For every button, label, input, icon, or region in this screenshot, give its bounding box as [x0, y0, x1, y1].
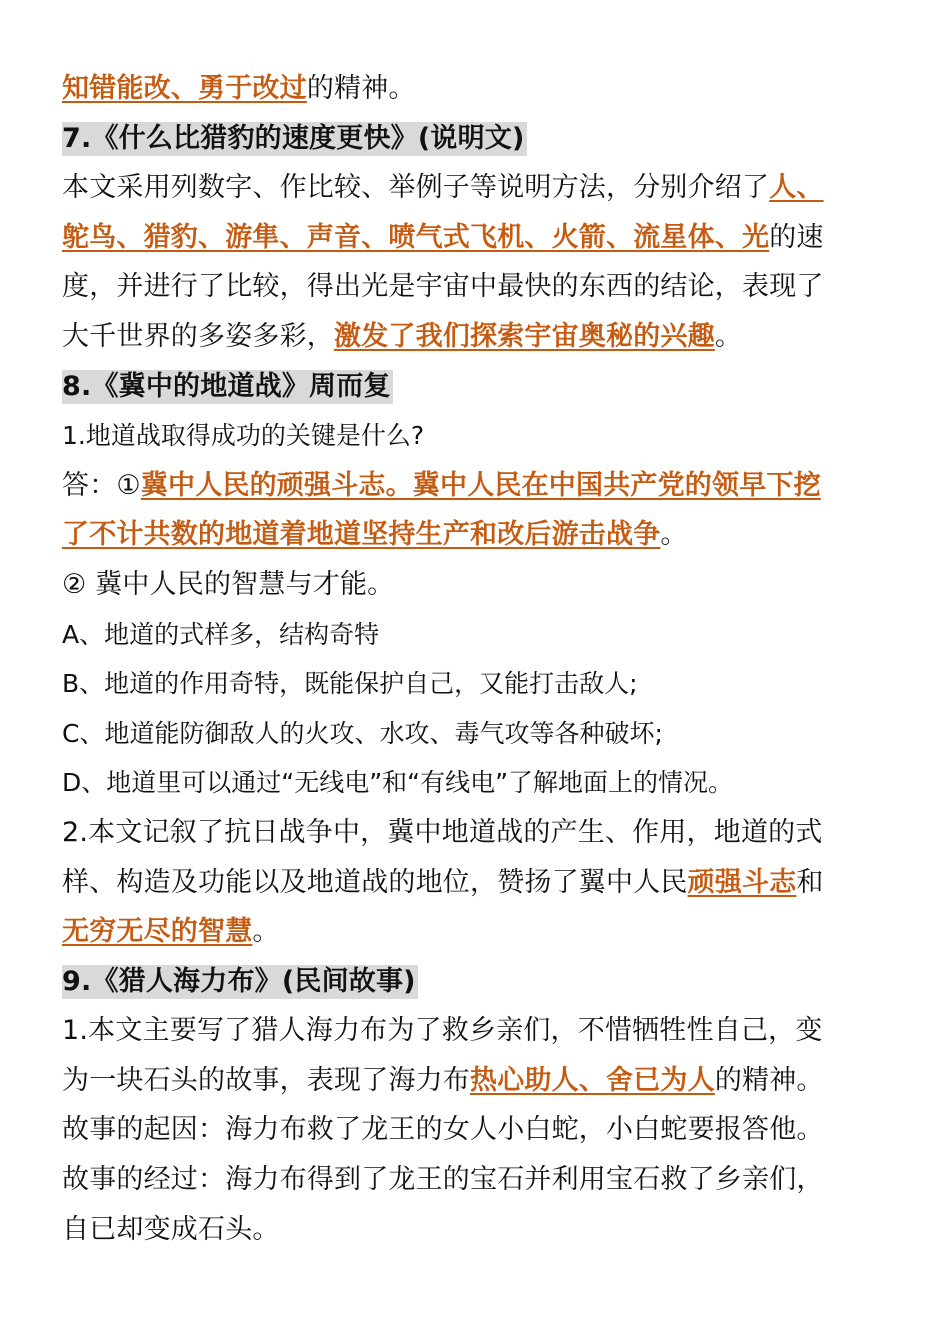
plain-text: 故事的起因：海力布救了龙王的女人小白蛇，小白蛇要报答他。	[62, 1114, 824, 1146]
text-line	[62, 808, 892, 858]
plain-text: 2.本文记叙了抗日战争中，冀中地道战的产生、作用，地道的式	[62, 816, 823, 848]
text-line	[62, 1105, 892, 1155]
text-line	[62, 1006, 892, 1056]
plain-text: 自已却变成石头。	[62, 1213, 280, 1245]
text-line	[62, 64, 892, 114]
answer-line	[62, 461, 892, 511]
highlighted-phrase: 了不计共数的地道着地道坚持生产和改后游击战争	[62, 519, 661, 551]
plain-text: 答：①	[62, 469, 141, 501]
plain-text: ② 冀中人民的智慧与才能。	[62, 568, 395, 600]
text-line	[62, 1155, 892, 1205]
highlighted-phrase: 顽强斗志	[687, 866, 797, 898]
plain-text: 度，并进行了比较，得出光是宇宙中最快的东西的结论，表现了	[62, 271, 824, 303]
plain-text: 。	[714, 320, 743, 352]
heading-text: 8.《冀中的地道战》周而复	[62, 370, 391, 402]
plain-text: 样、构造及功能以及地道战的地位，赞扬了翼中人民	[62, 866, 688, 898]
plain-text: 大千世界的多姿多彩，	[62, 320, 334, 352]
heading-text: 9.《猎人海力布》(民间故事)	[62, 965, 416, 997]
highlighted-phrase: 知错能改、勇于改过	[62, 73, 307, 104]
text-line	[62, 163, 892, 213]
list-item	[62, 659, 892, 709]
plain-text: A、地道的式样多，结构奇特	[62, 619, 380, 649]
highlighted-phrase: 鸵鸟、猎豹、游隼、声音、喷气式飞机、火箭、流星体、光	[62, 221, 770, 253]
plain-text: 故事的经过：海力布得到了龙王的宝石并利用宝石救了乡亲们，	[62, 1164, 824, 1196]
plain-text: 。	[660, 519, 688, 551]
list-item	[62, 610, 892, 660]
section-heading-9	[62, 957, 892, 1007]
text-line	[62, 1056, 892, 1106]
text-line	[62, 1205, 892, 1255]
list-item	[62, 709, 892, 759]
text-line	[62, 907, 892, 957]
plain-text: 1.本文主要写了猎人海力布为了救乡亲们，不惜牺牲性自己，变	[62, 1015, 823, 1047]
question-line	[62, 411, 892, 461]
list-item	[62, 758, 892, 808]
text-line	[62, 560, 892, 610]
plain-text: 和	[796, 866, 824, 898]
plain-text: 本文采用列数字、作比较、举例子等说明方法，分别介绍了	[62, 172, 770, 204]
plain-text: 的速	[769, 221, 824, 253]
heading-text: 7.《什么比猎豹的速度更快》(说明文)	[62, 122, 525, 154]
plain-text: 为一块石头的故事，表现了海力布	[62, 1064, 470, 1096]
section-heading-7	[62, 114, 892, 164]
plain-text: B、地道的作用奇特，既能保护自己，又能打击敌人;	[62, 669, 638, 699]
highlighted-phrase: 热心助人、舍已为人	[470, 1064, 715, 1096]
text-line	[62, 858, 892, 908]
highlighted-phrase: 人、	[769, 172, 824, 204]
highlighted-phrase: 无穷无尽的智慧	[62, 916, 253, 948]
document-page	[62, 64, 892, 1254]
plain-text: D、地道里可以通过“无线电”和“有线电”了解地面上的情况。	[62, 768, 734, 798]
text-line	[62, 213, 892, 263]
highlighted-phrase: 激发了我们探索宇宙奥秘的兴趣	[334, 320, 715, 352]
plain-text: C、地道能防御敌人的火攻、水攻、毒气攻等各种破坏;	[62, 718, 663, 748]
plain-text: 的精神。	[306, 73, 416, 104]
plain-text: 1.地道战取得成功的关键是什么?	[62, 421, 425, 451]
section-heading-8	[62, 362, 892, 412]
highlighted-phrase: 冀中人民的顽强斗志。冀中人民在中国共产党的领早下挖	[140, 469, 821, 501]
answer-line	[62, 510, 892, 560]
text-line	[62, 312, 892, 362]
plain-text: 。	[252, 916, 280, 948]
plain-text: 的精神。	[714, 1064, 824, 1096]
text-line	[62, 262, 892, 312]
